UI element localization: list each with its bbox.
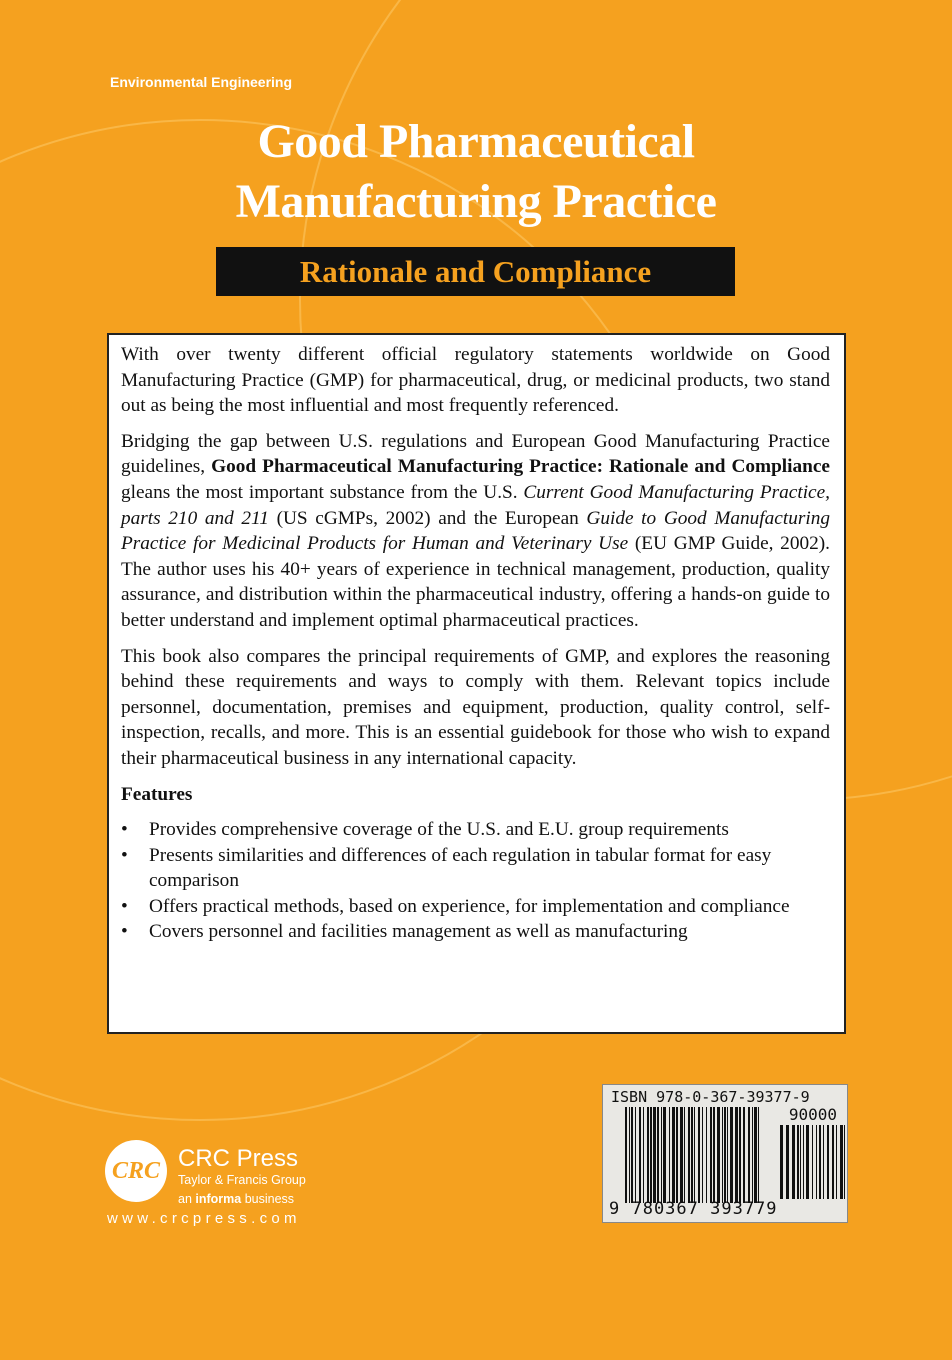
barcode-bar <box>676 1107 678 1203</box>
barcode-bar <box>752 1107 753 1203</box>
ean-number: 9 780367 393779 <box>609 1199 778 1219</box>
barcode-bar <box>792 1125 795 1199</box>
barcode-bar <box>806 1125 809 1199</box>
barcode-bar <box>639 1107 641 1203</box>
barcode-bar <box>754 1107 757 1203</box>
paragraph-2: Bridging the gap between U.S. regulations and European Good Manufacturing Practice guidelines, Good Pharmaceutical Manufacturing Practice: Rationale and Compliance gleans the most important substance from the U.S. Current Good Manufacturing Practice, parts 210 and 211 (US cGMPs, 2002) and the European Guide to Good Manufacturing Practice for Medicinal Products for Human and Veterinary Use (EU GMP Guide, 2002). The author uses his 40+ years of experience in technical management, production, quality assurance, and distribution within the pharmaceutical industry, offering a hands-on guide to better understand and implement optimal pharmaceutical practices. <box>121 430 830 631</box>
isbn-text: ISBN 978-0-367-39377-9 <box>611 1088 810 1106</box>
crc-logo: CRC <box>105 1140 167 1202</box>
barcode-bar <box>786 1125 789 1199</box>
barcode-bar <box>653 1107 656 1203</box>
barcode-bar <box>819 1125 821 1199</box>
features-list <box>121 817 830 945</box>
barcode-bar <box>812 1125 813 1199</box>
barcode-bar <box>722 1107 723 1203</box>
barcode-bar <box>717 1107 720 1203</box>
barcode-bar <box>827 1125 829 1199</box>
publisher-tagline: an informa business <box>178 1192 295 1206</box>
barcode-bar <box>803 1125 804 1199</box>
barcode-bar <box>706 1107 707 1203</box>
publisher-name: CRC Press <box>178 1145 299 1172</box>
title-line-1: Good Pharmaceutical <box>257 115 695 168</box>
feature-item: • Covers personnel and facilities management as well as manufacturing <box>121 919 830 945</box>
book-subtitle: Rationale and Compliance <box>216 247 735 296</box>
title-line-2: Manufacturing Practice <box>235 175 717 228</box>
barcode-bar <box>797 1125 799 1199</box>
barcode-bar <box>625 1107 627 1203</box>
barcode-bar <box>657 1107 659 1203</box>
barcode-bar <box>735 1107 738 1203</box>
barcode-bar <box>691 1107 693 1203</box>
barcode-bar <box>780 1125 783 1199</box>
barcode-bar <box>647 1107 649 1203</box>
barcode-bar <box>758 1107 759 1203</box>
barcode-bar <box>680 1107 683 1203</box>
paragraph-3: This book also compares the principal requirements of GMP, and explores the reasoning behind these requirements and ways to comply with them. Relevant topics include personnel, documentation, premises and equipment, production, quality control, self-inspection, recalls, and more. This is an essential guidebook for those who wish to expand their pharmaceutical business in any international capacity. <box>121 645 830 769</box>
barcode-bar <box>800 1125 801 1199</box>
publisher-url: www.crcpress.com <box>107 1210 301 1227</box>
feature-item: • Provides comprehensive coverage of the U.S. and E.U. group requirements <box>121 817 830 843</box>
barcode-bar <box>710 1107 712 1203</box>
barcode-bar <box>724 1107 726 1203</box>
barcode-bar <box>816 1125 817 1199</box>
feature-item: • Offers practical methods, based on experience, for implementation and compliance <box>121 894 830 920</box>
barcode-bar <box>713 1107 715 1203</box>
barcode-bar <box>739 1107 741 1203</box>
series-label: Environmental Engineering <box>110 74 293 90</box>
barcode-bar <box>743 1107 745 1203</box>
barcode-bar <box>730 1107 733 1203</box>
barcode-bar <box>672 1107 675 1203</box>
barcode-bar <box>823 1125 824 1199</box>
barcode-bar <box>702 1107 703 1203</box>
barcode-bar <box>832 1125 834 1199</box>
paragraph-1: With over twenty different official regulatory statements worldwide on Good Manufacturing Practice (GMP) for pharmaceutical, drug, or medicinal products, two stand out as being the most influential and most frequently referenced. <box>121 344 830 417</box>
barcode-bar <box>836 1125 837 1199</box>
barcode-bar <box>635 1107 636 1203</box>
isbn-barcode <box>602 1084 848 1223</box>
barcode-bar <box>844 1125 845 1199</box>
barcode-bar <box>688 1107 690 1203</box>
book-title <box>0 112 952 232</box>
description-box <box>107 333 846 1034</box>
barcode-bar <box>694 1107 695 1203</box>
barcode-bar <box>661 1107 662 1203</box>
barcode-bar <box>650 1107 652 1203</box>
barcode-bars <box>625 1107 845 1203</box>
publisher-group: Taylor & Francis Group <box>178 1173 306 1187</box>
barcode-bar <box>684 1107 685 1203</box>
feature-item: • Presents similarities and differences of each regulation in tabular format for easy comparison <box>121 843 830 894</box>
barcode-bar <box>643 1107 644 1203</box>
barcode-bar <box>663 1107 666 1203</box>
barcode-bar <box>840 1125 843 1199</box>
barcode-bar <box>698 1107 700 1203</box>
barcode-bar <box>629 1107 630 1203</box>
price-code: 90000 <box>788 1105 837 1124</box>
barcode-bar <box>748 1107 750 1203</box>
features-heading: Features <box>121 783 193 805</box>
barcode-bar <box>727 1107 728 1203</box>
barcode-bar <box>631 1107 633 1203</box>
barcode-bar <box>669 1107 670 1203</box>
